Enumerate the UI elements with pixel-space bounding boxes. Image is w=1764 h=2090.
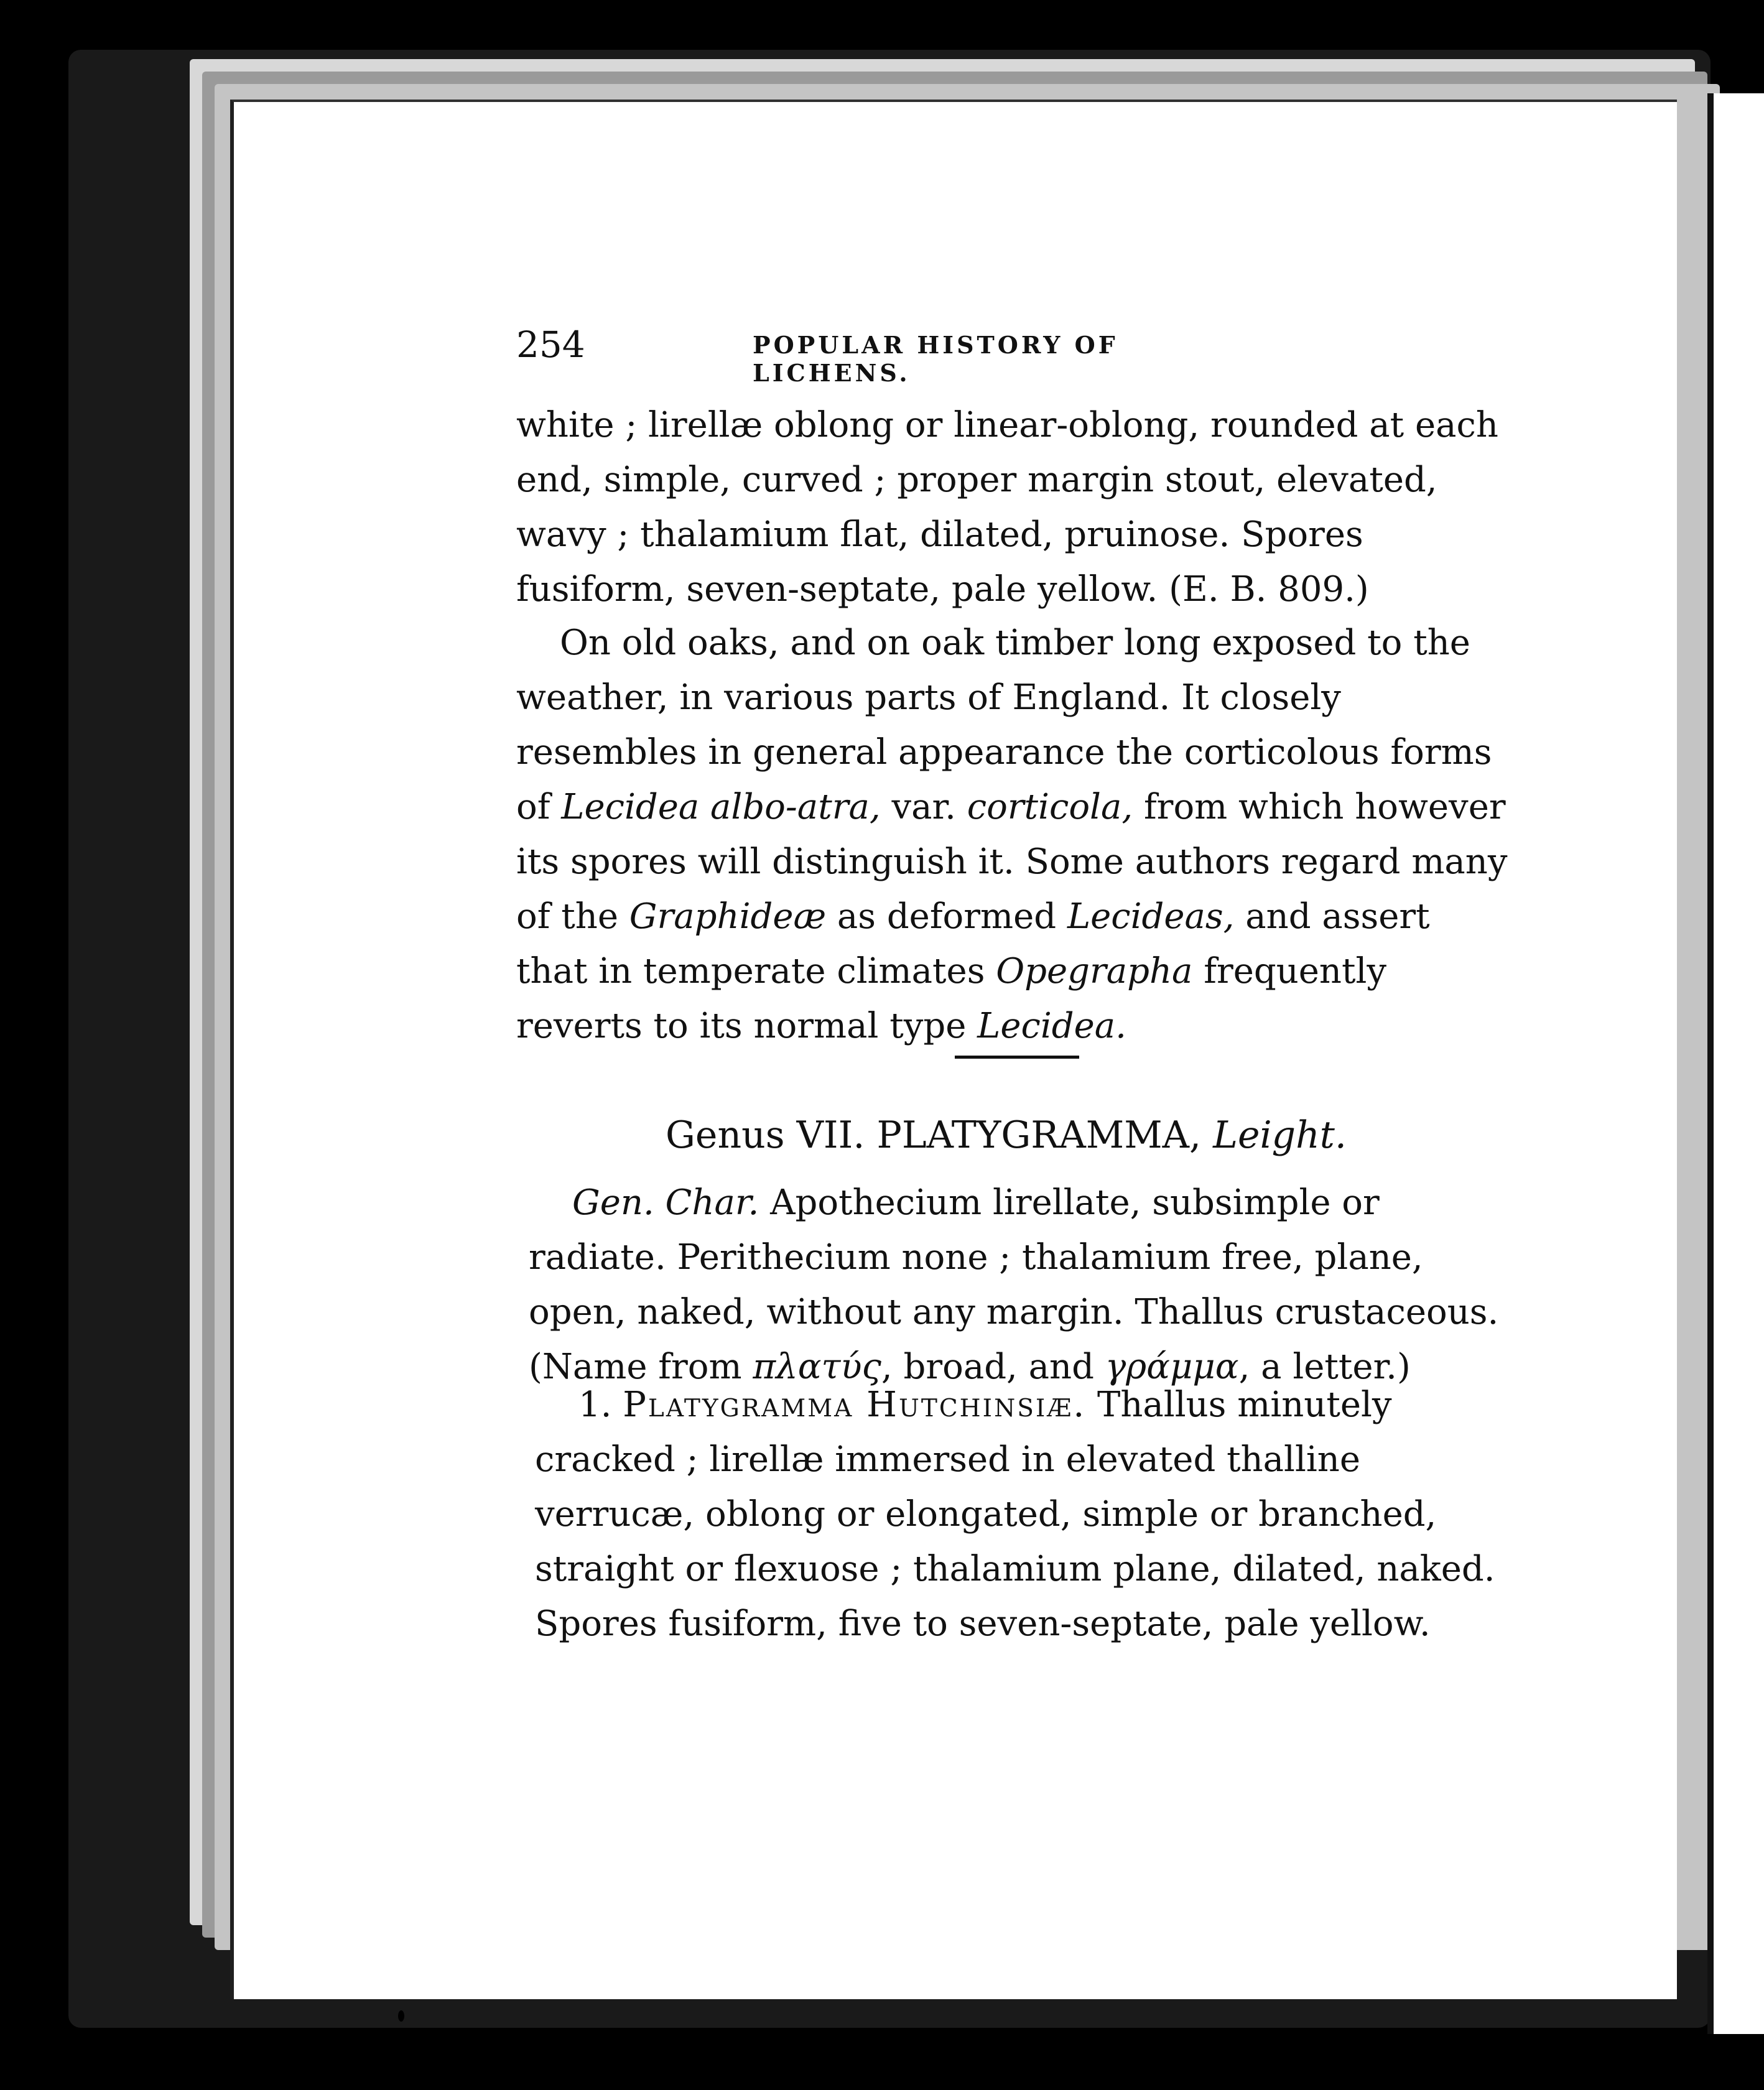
scan-speck bbox=[398, 2010, 404, 2022]
italic-taxon: Graphideæ bbox=[629, 896, 827, 937]
running-title: POPULAR HISTORY OF LICHENS. bbox=[753, 331, 1118, 387]
page-number: 254 bbox=[516, 323, 585, 366]
facing-page-edge bbox=[1707, 93, 1764, 2034]
text-run: , a letter.) bbox=[1238, 1347, 1411, 1387]
italic-taxon: Lecidea. bbox=[977, 1006, 1126, 1046]
paragraph-description-continued bbox=[516, 398, 1511, 617]
paragraph-text bbox=[535, 1378, 1518, 1651]
species-name: Platygramma Hutchinsiæ. bbox=[623, 1385, 1087, 1425]
genus-heading bbox=[666, 1113, 1347, 1157]
text-run: Thallus minutely cracked ; lirellæ immersed in elevated thalline verrucæ, oblong or elongated, simple or branched, straight or flexuose ; thalamium plane, dilated, naked. Spores fusiform, five to seven-septate, pale yellow. bbox=[535, 1385, 1495, 1644]
text-run: var. bbox=[880, 787, 967, 827]
paragraph-genus-character bbox=[529, 1176, 1524, 1395]
scan-speck bbox=[883, 2037, 889, 2048]
scan-speck bbox=[666, 2029, 672, 2040]
italic-taxon: Opegrapha bbox=[996, 951, 1193, 992]
text-run: Apothecium lirellate, subsimple or radiate. Perithecium none ; thalamium free, plane, open, naked, without any margin. Thallus crustaceous. (Name from bbox=[529, 1182, 1499, 1387]
italic-label: Gen. Char. bbox=[572, 1182, 759, 1223]
text-run: from which however its spores will distinguish it. Some authors regard many of the bbox=[516, 787, 1508, 937]
italic-taxon: Lecideas, bbox=[1067, 896, 1235, 937]
species-number: 1. bbox=[578, 1385, 623, 1425]
paragraph-text bbox=[516, 616, 1511, 1054]
text-run: as deformed bbox=[826, 896, 1067, 937]
text-run: On old oaks, and on oak timber long exposed to the weather, in various parts of England. It closely resembles in general appearance the corticolous forms of bbox=[516, 623, 1492, 827]
text-run: frequently reverts to its normal type bbox=[516, 951, 1387, 1046]
paragraph-text bbox=[529, 1176, 1524, 1395]
italic-taxon: corticola, bbox=[967, 787, 1133, 827]
greek-word: γράμμα bbox=[1105, 1347, 1239, 1387]
genus-label: Genus VII. PLATYGRAMMA, bbox=[666, 1113, 1214, 1157]
paragraph-habitat bbox=[516, 616, 1511, 1054]
paragraph-species bbox=[535, 1378, 1518, 1651]
running-head bbox=[516, 323, 1281, 387]
greek-word: πλατύς bbox=[753, 1347, 881, 1387]
italic-taxon: Lecidea albo-atra, bbox=[561, 787, 881, 827]
text-run: and assert that in temperate climates bbox=[516, 896, 1430, 992]
text-run: , broad, and bbox=[881, 1347, 1105, 1387]
paragraph-text: white ; lirellæ oblong or linear-oblong, rounded at each end, simple, curved ; proper margin stout, elevated, wavy ; thalamium flat, dilated, pruinose. Spores fusiform, seven-septate, pale yellow. (E. B. 809.) bbox=[516, 405, 1498, 610]
section-divider bbox=[955, 1056, 1079, 1059]
genus-author: Leight. bbox=[1213, 1113, 1347, 1157]
